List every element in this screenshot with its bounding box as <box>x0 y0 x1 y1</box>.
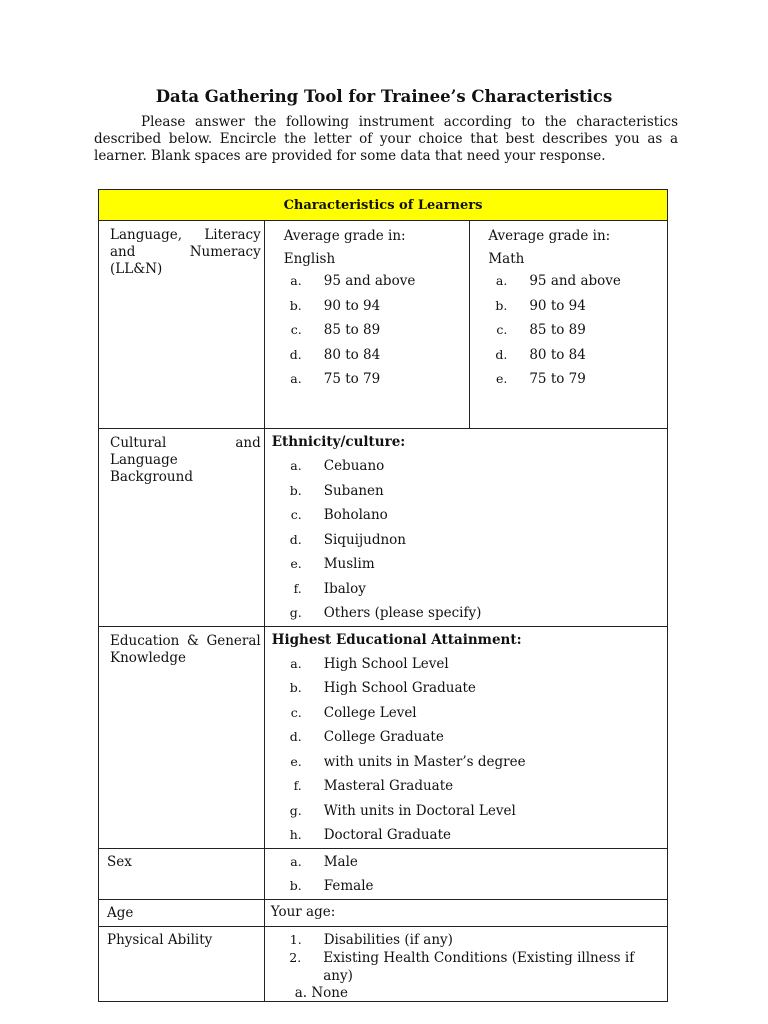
english-option-item-letter: a. <box>290 371 302 386</box>
row-label-culture: Cultural and Language Background <box>99 429 265 627</box>
culture-option-item <box>271 552 661 577</box>
education-option-item-text: with units in Master’s degree <box>323 753 526 770</box>
english-option-item-text: 75 to 79 <box>323 371 381 387</box>
education-option-item <box>271 774 661 799</box>
education-heading: Highest Educational Attainment: <box>271 631 522 648</box>
culture-option-item-text: Others (please specify) <box>323 605 482 621</box>
culture-option-item-letter: c. <box>290 507 302 522</box>
physical-items <box>271 931 661 985</box>
culture-option-item <box>271 503 661 528</box>
culture-option-item-letter: f. <box>293 580 302 596</box>
instructions <box>94 114 678 166</box>
characteristics-table <box>98 189 668 1002</box>
english-prompt: Average grade in: <box>283 228 406 244</box>
row-culture <box>99 429 668 627</box>
row-label-sex: Sex <box>99 848 265 899</box>
education-option-item-text: Doctoral Graduate <box>323 827 451 843</box>
culture-option-item-letter: a. <box>290 458 302 473</box>
sex-cell <box>264 848 667 899</box>
math-option-item <box>476 269 661 294</box>
english-options <box>271 269 464 392</box>
sex-option-item-text: Male <box>323 853 358 870</box>
culture-option-item-letter: e. <box>290 556 302 571</box>
culture-options <box>271 454 661 626</box>
english-option-item-text: 80 to 84 <box>323 346 381 363</box>
culture-heading: Ethnicity/culture: <box>271 434 406 450</box>
english-option-item-text: 85 to 89 <box>323 322 381 338</box>
education-options <box>271 652 661 848</box>
culture-option-item-text: Siquijudnon <box>323 531 406 548</box>
page-title: Data Gathering Tool for Trainee’s Characteristics <box>155 87 613 106</box>
education-option-item <box>271 676 661 701</box>
math-option-item <box>476 318 661 343</box>
culture-option-item-letter: d. <box>289 531 302 547</box>
education-option-item-letter: d. <box>289 729 302 744</box>
math-option-item <box>476 294 661 319</box>
english-subject: English <box>283 251 336 267</box>
culture-option-item-text: Subanen <box>323 482 384 499</box>
education-option-item <box>271 750 661 775</box>
sex-option-item-letter: a. <box>290 853 302 869</box>
math-option-item <box>476 367 661 392</box>
culture-option-item-text: Boholano <box>323 507 388 523</box>
row-label-education: Education & General Knowledge <box>99 626 265 848</box>
education-option-item <box>271 799 661 824</box>
row-sex <box>99 848 668 899</box>
english-option-item-letter: d. <box>289 346 302 362</box>
math-option-item <box>476 343 661 368</box>
row-education <box>99 626 668 848</box>
row-label-age: Age <box>99 899 265 926</box>
english-option-item <box>271 294 464 319</box>
english-option-item <box>271 269 464 294</box>
culture-option-item-text: Ibaloy <box>323 580 366 597</box>
education-option-item-text: College Graduate <box>323 729 444 745</box>
instructions-text: Please answer the following instrument according to the characteristics described below. Encircle the letter of your choice that best describes you as a learner. Blank spaces are provided for some data that need your response. <box>94 114 678 165</box>
culture-option-item-text: Muslim <box>323 556 375 572</box>
math-option-item-text: 80 to 84 <box>529 346 586 363</box>
english-option-item-letter: b. <box>289 297 302 313</box>
english-option-item-letter: c. <box>290 322 302 337</box>
education-option-item-text: With units in Doctoral Level <box>323 802 516 819</box>
education-option-item <box>271 652 661 677</box>
sex-option-item <box>271 850 661 875</box>
math-option-item-text: 85 to 89 <box>529 322 586 338</box>
physical-item-item-text: Existing Health Conditions (Existing illness if any) <box>323 949 635 984</box>
math-prompt: Average grade in: <box>488 228 611 244</box>
english-option-item <box>271 343 464 368</box>
education-option-item-letter: a. <box>290 655 302 671</box>
physical-item-item-letter: 2. <box>289 949 302 965</box>
physical-item-item-letter: 1. <box>289 931 302 947</box>
sex-option-item <box>271 874 661 899</box>
sex-option-item-text: Female <box>323 878 374 894</box>
education-option-item-letter: b. <box>289 680 302 695</box>
age-prompt: Your age: <box>270 903 336 920</box>
math-option-item-letter: c. <box>496 322 508 337</box>
education-option-item-letter: h. <box>289 827 302 842</box>
math-option-item-letter: b. <box>495 297 508 313</box>
sex-option-item-letter: b. <box>289 878 302 893</box>
math-subject: Math <box>488 251 525 267</box>
culture-option-item-letter: b. <box>289 482 302 498</box>
education-option-item-letter: g. <box>289 802 302 818</box>
physical-none-option: a. None <box>294 984 348 1001</box>
culture-option-item <box>271 479 661 504</box>
math-grade-cell <box>470 221 668 429</box>
education-option-item-text: High School Level <box>323 655 449 672</box>
english-option-item-text: 95 and above <box>323 273 416 289</box>
english-option-item <box>271 367 464 392</box>
math-option-item-letter: a. <box>495 273 508 288</box>
age-cell <box>264 899 667 926</box>
math-options <box>476 269 661 392</box>
education-option-item-text: Masteral Graduate <box>323 778 454 794</box>
table-header <box>99 190 668 221</box>
education-option-item-letter: f. <box>293 778 302 793</box>
math-option-item-text: 95 and above <box>529 273 621 289</box>
math-option-item-text: 75 to 79 <box>529 371 586 387</box>
physical-item-item-text: Disabilities (if any) <box>323 931 453 948</box>
row-physical <box>99 926 668 1001</box>
culture-option-item <box>271 601 661 626</box>
education-option-item-text: College Level <box>323 704 417 721</box>
table-header-row <box>99 190 668 221</box>
education-option-item <box>271 701 661 726</box>
education-option-item-letter: e. <box>290 753 302 769</box>
english-grade-cell <box>264 221 470 429</box>
culture-option-item-letter: g. <box>289 605 302 620</box>
culture-option-item-text: Cebuano <box>323 458 385 474</box>
table-header-text: Characteristics of Learners <box>283 198 483 213</box>
english-option-item-letter: a. <box>290 273 302 288</box>
english-option-item-text: 90 to 94 <box>323 297 381 314</box>
culture-option-item <box>271 454 661 479</box>
education-cell <box>264 626 667 848</box>
education-option-item-letter: c. <box>290 704 302 720</box>
culture-option-item <box>271 577 661 602</box>
culture-cell <box>264 429 667 627</box>
math-option-item-letter: d. <box>495 346 508 362</box>
math-option-item-letter: e. <box>495 371 508 386</box>
row-age <box>99 899 668 926</box>
education-option-item-text: High School Graduate <box>323 680 476 696</box>
row-label-physical: Physical Ability <box>99 926 265 1001</box>
row-label-lln: Language, Literacy and Numeracy (LL&N) <box>99 221 265 429</box>
culture-option-item <box>271 528 661 553</box>
english-option-item <box>271 318 464 343</box>
physical-item-item <box>271 949 661 985</box>
row-lln <box>99 221 668 429</box>
math-option-item-text: 90 to 94 <box>529 297 586 314</box>
education-option-item <box>271 823 661 848</box>
physical-cell <box>264 926 667 1001</box>
sex-options <box>271 850 661 899</box>
physical-item-item <box>271 931 661 949</box>
education-option-item <box>271 725 661 750</box>
